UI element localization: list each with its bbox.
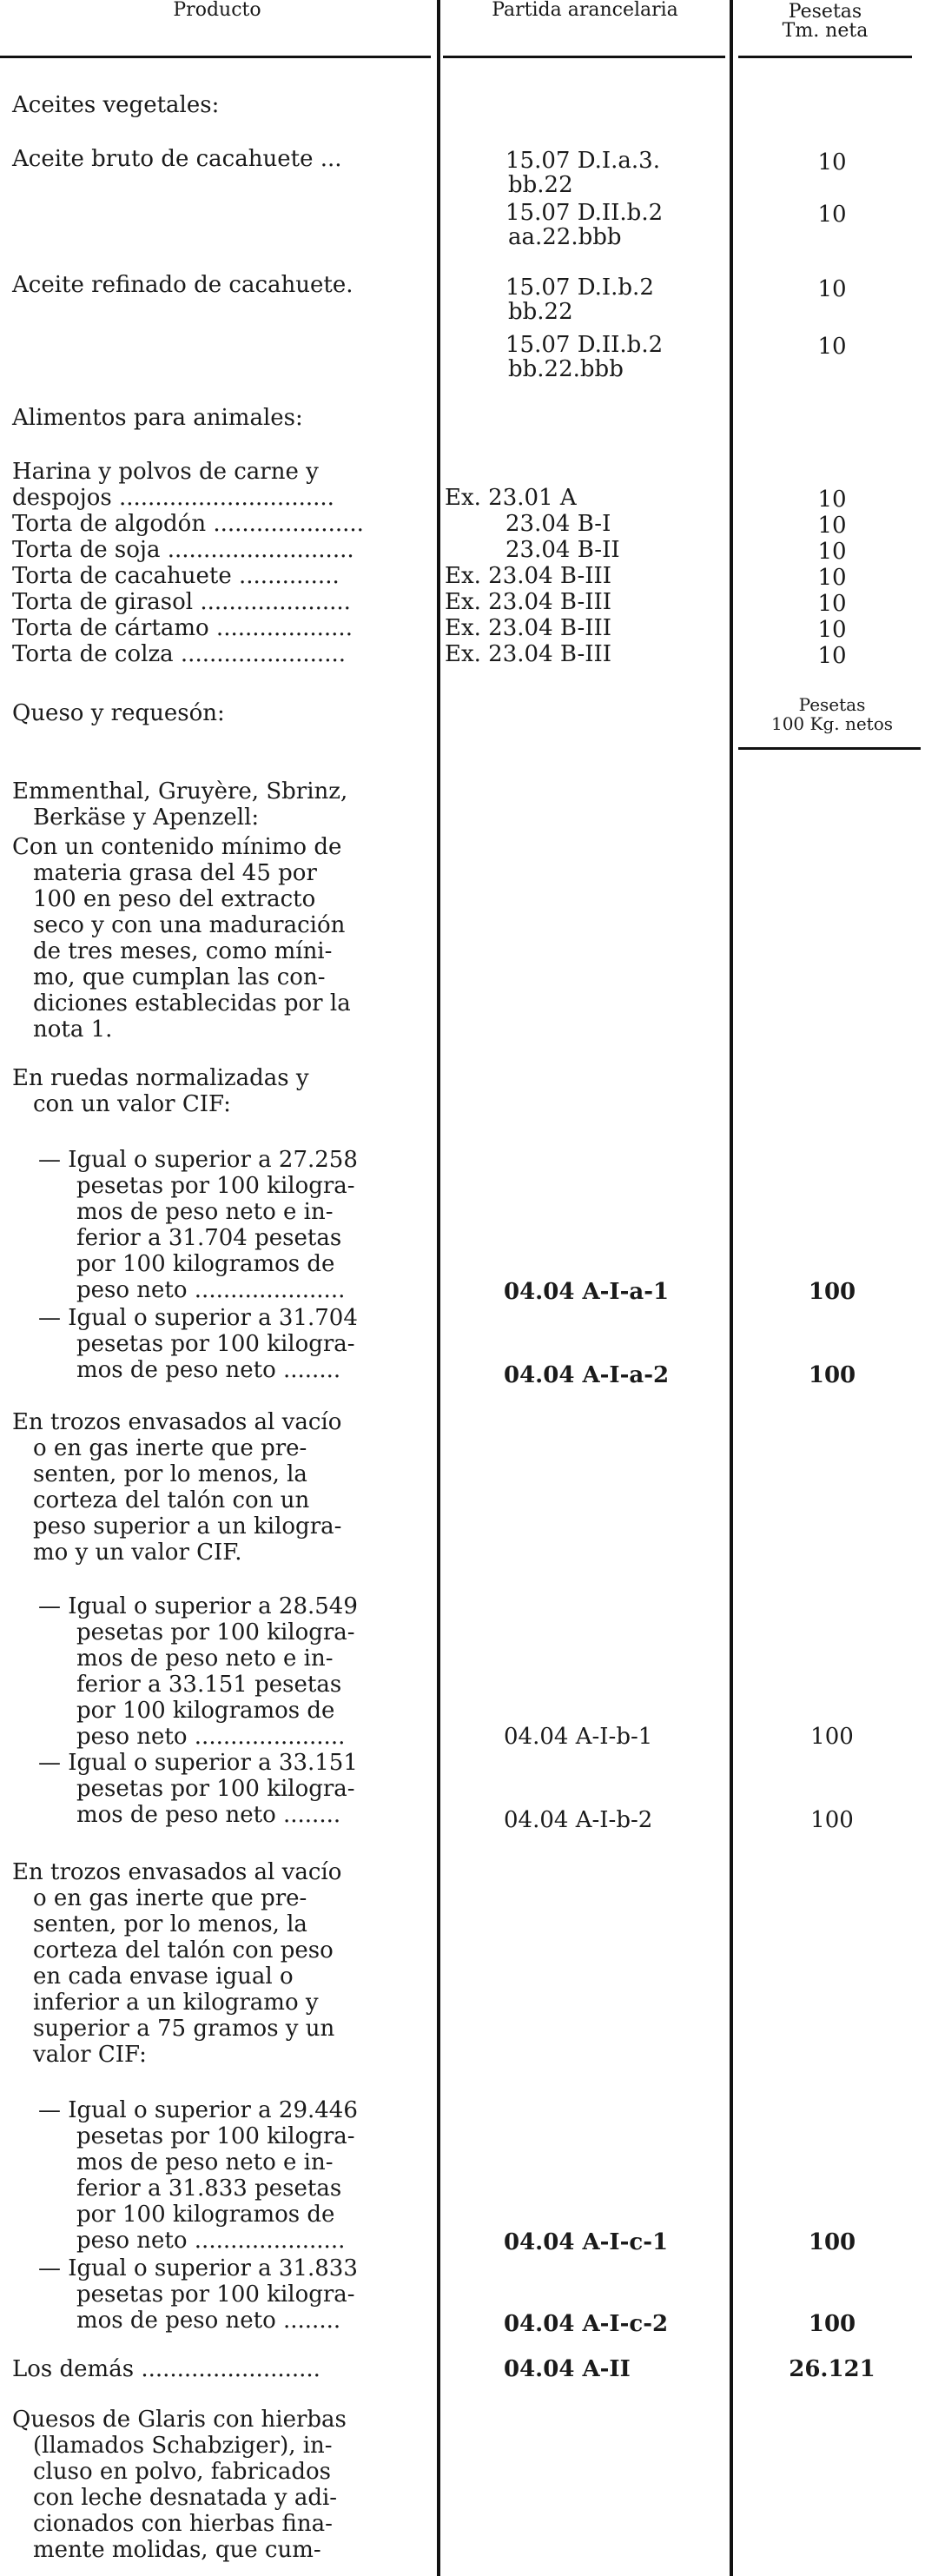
pieces-a-rate: 100 (810, 1724, 854, 1750)
section-cheese: Queso y requesón: (12, 700, 225, 726)
header-rule-product (0, 56, 431, 58)
column-rule-right (730, 0, 733, 2576)
feed-code: 23.04 B-I (505, 511, 611, 537)
feed-rate: 10 (817, 487, 847, 513)
header-tariff: Partida arancelaria (492, 0, 678, 21)
oil-name: Aceite refinado de cacahuete. (12, 272, 353, 298)
feed-name: Torta de cacahuete .............. (12, 563, 340, 589)
feed-rate: 10 (817, 565, 847, 591)
cheese-types: Emmenthal, Gruyère, Sbrinz, Berkäse y Apenzell: (12, 778, 348, 831)
header-rate2-line2: 100 Kg. netos (770, 713, 894, 734)
feed-code: Ex. 23.04 B-III (445, 589, 612, 615)
others-code: 04.04 A-II (504, 2356, 631, 2382)
oil-code: aa.22.bbb (508, 224, 622, 250)
oil-code: 15.07 D.II.b.2 (505, 200, 664, 226)
oil-name: Aceite bruto de cacahuete ... (12, 146, 342, 172)
oil-rate: 10 (817, 334, 847, 360)
feed-name: Torta de cártamo ................... (12, 615, 353, 641)
feed-rate: 10 (817, 591, 847, 617)
oil-rate: 10 (817, 276, 847, 302)
small-item-b: — Igual o superior a 31.833 pesetas por 100 kilogra- mos de peso neto ........ (38, 2255, 358, 2334)
pieces-item-b: — Igual o superior a 33.151 pesetas por 100 kilogra- mos de peso neto ........ (38, 1750, 358, 1828)
feed-rate: 10 (817, 617, 847, 643)
oil-rate: 10 (817, 149, 847, 175)
glaris-text: Quesos de Glaris con hierbas (llamados Schabziger), in- cluso en polvo, fabricados con leche desnatada y adi- cionados con hierbas fina- mente molidas, que cum- (12, 2407, 347, 2563)
header-rule-tariff (443, 56, 725, 58)
wheels-item-b: — Igual o superior a 31.704 pesetas por 100 kilogra- mos de peso neto ........ (38, 1305, 358, 1383)
oil-code: bb.22 (508, 172, 573, 198)
wheels-a-code: 04.04 A-I-a-1 (504, 1279, 670, 1305)
others-label: Los demás ......................... (12, 2356, 320, 2382)
oil-code: 15.07 D.II.b.2 (505, 332, 664, 358)
feed-rate: 10 (817, 513, 847, 539)
wheels-a-rate: 100 (808, 1279, 856, 1305)
small-item-a: — Igual o superior a 29.446 pesetas por 100 kilogra- mos de peso neto e in- ferior a 31.833 pesetas por 100 kilogramos de peso neto ..................... (38, 2097, 358, 2254)
feed-code: Ex. 23.04 B-III (445, 563, 612, 589)
header-rate2-line1: Pesetas (798, 694, 866, 715)
feed-rate: 10 (817, 643, 847, 669)
feed-name: Torta de colza ....................... (12, 641, 346, 667)
small-b-rate: 100 (808, 2311, 856, 2337)
others-rate: 26.121 (789, 2356, 875, 2382)
feed-rate: 10 (817, 539, 847, 565)
oil-code: bb.22 (508, 299, 573, 325)
feed-name: Torta de algodón ..................... (12, 511, 364, 537)
oil-code: 15.07 D.I.b.2 (505, 275, 654, 301)
header-product: Producto (173, 0, 261, 21)
section-feed: Alimentos para animales: (12, 405, 303, 431)
small-a-code: 04.04 A-I-c-1 (504, 2229, 669, 2255)
feed-name: Torta de girasol ..................... (12, 589, 351, 615)
column-rule-left (437, 0, 440, 2576)
feed-code: Ex. 23.01 A (445, 485, 577, 511)
small-intro: En trozos envasados al vacío o en gas inerte que pre- senten, por lo menos, la corteza del talón con peso en cada envase igual o inferior a un kilogramo y superior a 75 gramos y un valor CIF: (12, 1859, 342, 2068)
pieces-a-code: 04.04 A-I-b-1 (504, 1724, 653, 1750)
section-oils: Aceites vegetales: (12, 92, 220, 118)
header-rule-rate2 (738, 747, 921, 750)
header-rule-rate (738, 56, 912, 58)
pieces-b-code: 04.04 A-I-b-2 (504, 1807, 653, 1833)
feed-code: 23.04 B-II (505, 537, 620, 563)
feed-code: Ex. 23.04 B-III (445, 615, 612, 641)
pieces-intro: En trozos envasados al vacío o en gas inerte que pre- senten, por lo menos, la corteza del talón con un peso superior a un kilogra- mo y un valor CIF. (12, 1409, 342, 1566)
feed-code: Ex. 23.04 B-III (445, 641, 612, 667)
feed-first-line: Harina y polvos de carne y (12, 459, 319, 485)
oil-rate: 10 (817, 202, 847, 228)
oil-code: bb.22.bbb (508, 356, 624, 382)
small-a-rate: 100 (808, 2229, 856, 2255)
feed-name: Torta de soja .......................... (12, 537, 354, 563)
small-b-code: 04.04 A-I-c-2 (504, 2311, 669, 2337)
wheels-b-rate: 100 (808, 1362, 856, 1388)
feed-name: despojos .............................. (12, 485, 334, 511)
header-rate-line1: Pesetas (788, 1, 862, 23)
header-rate-line2: Tm. neta (782, 20, 869, 42)
pieces-b-rate: 100 (810, 1807, 854, 1833)
cheese-condition: Con un contenido mínimo de materia grasa del 45 por 100 en peso del extracto seco y con una maduración de tres meses, como míni- mo, que cumplan las con- diciones establecidas por la nota 1. (12, 834, 351, 1043)
wheels-item-a: — Igual o superior a 27.258 pesetas por 100 kilogra- mos de peso neto e in- ferior a 31.704 pesetas por 100 kilogramos de peso neto ..................... (38, 1147, 358, 1303)
oil-code: 15.07 D.I.a.3. (505, 148, 660, 174)
wheels-intro: En ruedas normalizadas y con un valor CIF: (12, 1065, 309, 1117)
wheels-b-code: 04.04 A-I-a-2 (504, 1362, 670, 1388)
pieces-item-a: — Igual o superior a 28.549 pesetas por 100 kilogra- mos de peso neto e in- ferior a 33.151 pesetas por 100 kilogramos de peso neto ..................... (38, 1593, 358, 1750)
